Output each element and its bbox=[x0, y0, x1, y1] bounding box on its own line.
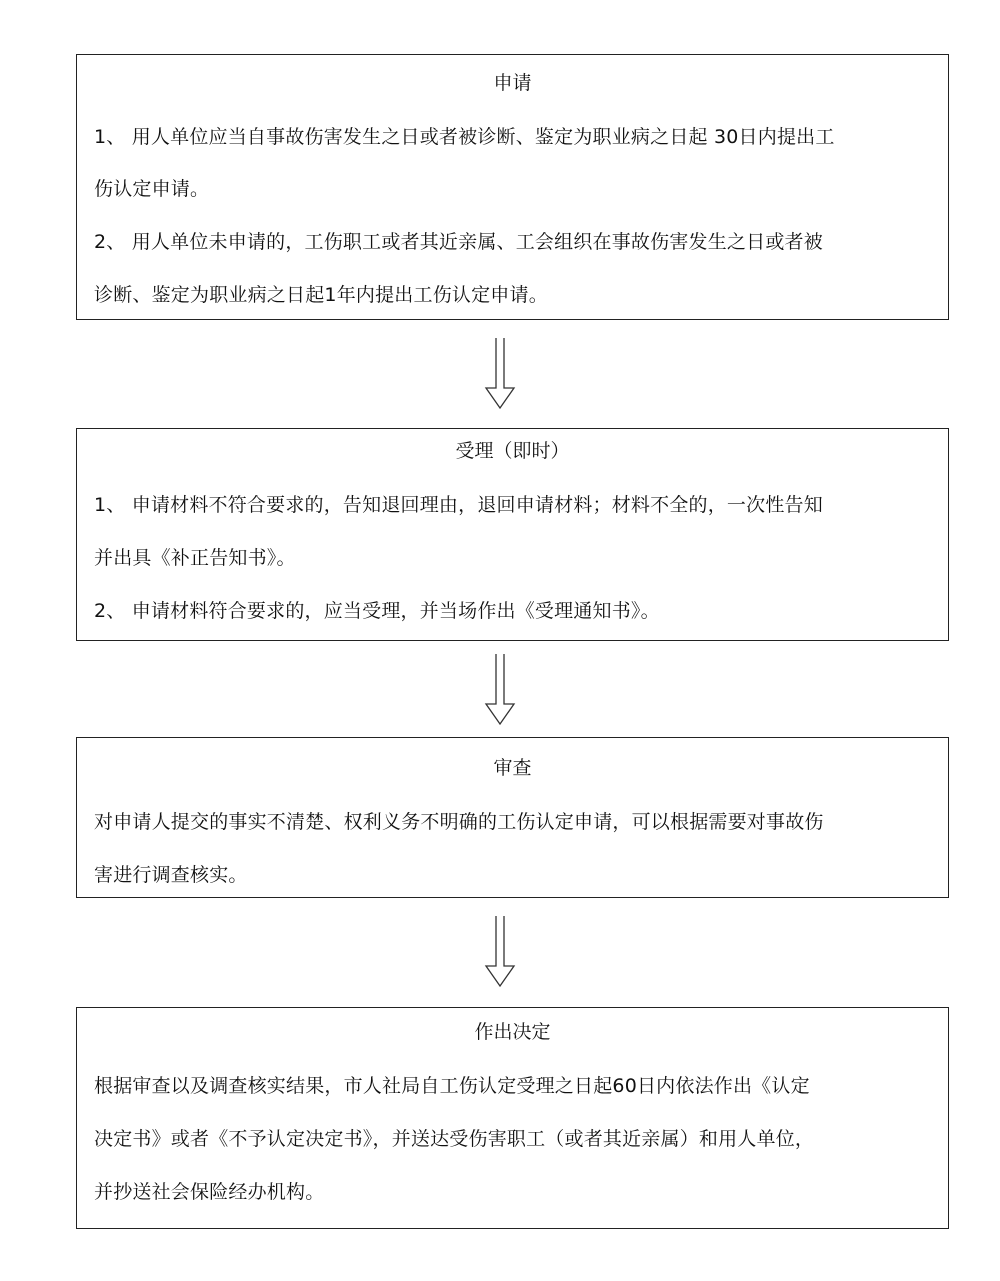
step-title: 受理（即时） bbox=[455, 440, 570, 462]
step-title: 申请 bbox=[493, 72, 532, 94]
step-text-line: 诊断、鉴定为职业病之日起1年内提出工伤认定申请。 bbox=[94, 284, 548, 306]
step-text-line: 1、 申请材料不符合要求的，告知退回理由，退回申请材料；材料不全的，一次性告知 bbox=[94, 494, 823, 516]
step-text-line: 1、 用人单位应当自事故伤害发生之日或者被诊断、鉴定为职业病之日起 30日内提出工 bbox=[94, 126, 835, 148]
step-box-decision bbox=[76, 1007, 949, 1229]
step-text-line: 2、 用人单位未申请的，工伤职工或者其近亲属、工会组织在事故伤害发生之日或者被 bbox=[94, 231, 823, 253]
step-text-line: 害进行调查核实。 bbox=[94, 864, 248, 886]
down-arrow-icon bbox=[484, 338, 516, 410]
step-text-line: 2、 申请材料符合要求的，应当受理，并当场作出《受理通知书》。 bbox=[94, 600, 660, 622]
step-text-line: 决定书》或者《不予认定决定书》，并送达受伤害职工（或者其近亲属）和用人单位， bbox=[94, 1128, 815, 1150]
step-box-application bbox=[76, 54, 949, 320]
step-box-acceptance bbox=[76, 428, 949, 641]
down-arrow-icon bbox=[484, 916, 516, 988]
step-box-review bbox=[76, 737, 949, 898]
step-text-line: 并抄送社会保险经办机构。 bbox=[94, 1181, 325, 1203]
step-title: 作出决定 bbox=[474, 1021, 551, 1043]
step-text-line: 对申请人提交的事实不清楚、权利义务不明确的工伤认定申请，可以根据需要对事故伤 bbox=[94, 811, 824, 833]
step-title: 审查 bbox=[493, 757, 532, 779]
step-text-line: 并出具《补正告知书》。 bbox=[94, 547, 296, 569]
step-text-line: 伤认定申请。 bbox=[94, 178, 210, 200]
down-arrow-icon bbox=[484, 654, 516, 726]
step-text-line: 根据审查以及调查核实结果，市人社局自工伤认定受理之日起60日内依法作出《认定 bbox=[94, 1075, 810, 1097]
